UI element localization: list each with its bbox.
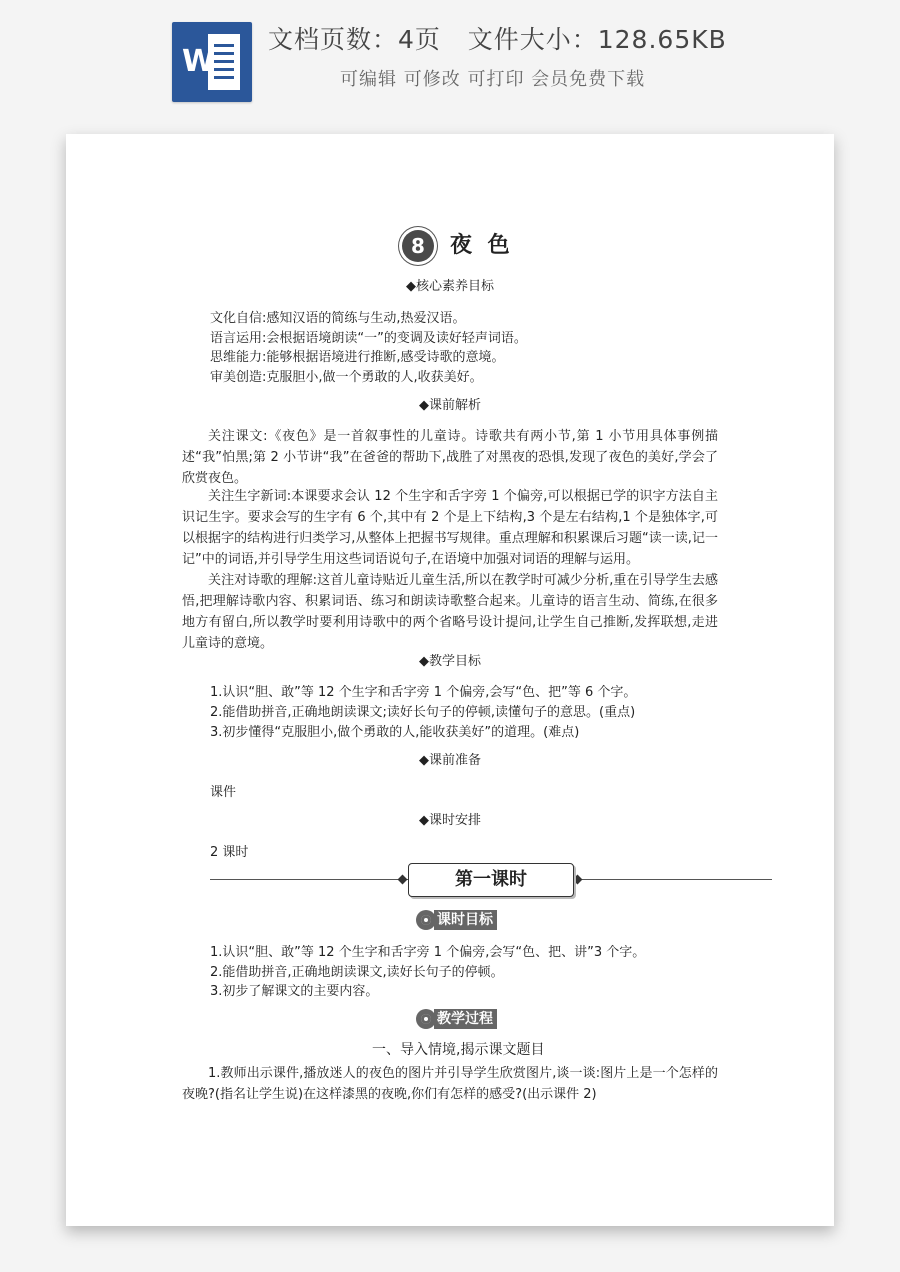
- lesson-number-badge: 8: [402, 230, 434, 262]
- section-heading-schedule: ◆课时安排: [419, 813, 481, 828]
- target-icon: [416, 1009, 436, 1029]
- tag-label: 课时目标: [434, 910, 497, 930]
- preparation-text: 课件: [210, 785, 237, 800]
- download-banner: [0, 0, 900, 120]
- teaching-goal-item: 1.认识“胆、敢”等 12 个生字和舌字旁 1 个偏旁,会写“色、把”等 6 个字。: [210, 685, 637, 700]
- teaching-goal-item: 3.初步懂得“克服胆小,做个勇敢的人,能收获美好”的道理。(难点): [210, 725, 580, 740]
- core-goal-item: 语言运用:会根据语境朗读“一”的变调及读好轻声词语。: [210, 331, 527, 346]
- section-heading-teaching-goals: ◆教学目标: [419, 654, 481, 669]
- divider-ornament: [573, 875, 583, 885]
- target-icon: [416, 910, 436, 930]
- word-icon-letter: W: [182, 44, 216, 79]
- analysis-paragraph: 关注课文:《夜色》是一首叙事性的儿童诗。诗歌共有两小节,第 1 小节用具体事例描述“我”怕黑;第 2 小节讲“我”在爸爸的帮助下,战胜了对黑夜的恐惧,发现了夜色的美好,学会了欣赏夜色。: [182, 429, 718, 486]
- lesson-title: 夜 色: [450, 233, 514, 258]
- lesson-goal-item: 1.认识“胆、敢”等 12 个生字和舌字旁 1 个偏旁,会写“色、把、讲”3 个字。: [210, 945, 646, 960]
- file-info: 文档页数：4页 文件大小：128.65KB: [268, 25, 727, 54]
- core-goal-item: 审美创造:克服胆小,做一个勇敢的人,收获美好。: [210, 370, 483, 385]
- analysis-paragraph: 关注生字新词:本课要求会认 12 个生字和舌字旁 1 个偏旁,可以根据已学的识字方法自主识记生字。要求会写的生字有 6 个,其中有 2 个是上下结构,3 个是左右结构,1 个是独体字,可以根据字的结构进行归类学习,从整体上把握书写规律。重点理解和积累课后习题“读一读,记一记”中的词语,并引导学生用这些词语说句子,在语境中加强对词语的理解与运用。: [182, 489, 718, 567]
- lesson-period-title: 第一课时: [408, 863, 574, 897]
- divider-right: [572, 879, 772, 880]
- teaching-goal-item: 2.能借助拼音,正确地朗读课文;读好长句子的停顿,读懂句子的意思。(重点): [210, 705, 636, 720]
- core-goal-item: 思维能力:能够根据语境进行推断,感受诗歌的意境。: [210, 350, 505, 365]
- tag-teaching-process: [416, 1009, 497, 1029]
- schedule-text: 2 课时: [210, 845, 249, 860]
- analysis-paragraph: 关注对诗歌的理解:这首儿童诗贴近儿童生活,所以在教学时可减少分析,重在引导学生去感悟,把理解诗歌内容、积累词语、练习和朗读诗歌整合起来。儿童诗的语言生动、简练,在很多地方有留白,所以教学时要利用诗歌中的两个省略号设计提问,让学生自己推断,发挥联想,走进儿童诗的意境。: [182, 573, 718, 651]
- section-heading-pre-analysis: ◆课前解析: [419, 398, 481, 413]
- word-icon: [172, 22, 252, 102]
- divider-left: [210, 879, 410, 880]
- lesson-goal-item: 2.能借助拼音,正确地朗读课文,读好长句子的停顿。: [210, 965, 504, 980]
- tag-label: 教学过程: [434, 1009, 497, 1029]
- step-paragraph: 1.教师出示课件,播放迷人的夜色的图片并引导学生欣赏图片,谈一谈:图片上是一个怎样的夜晚?(指名让学生说)在这样漆黑的夜晚,你们有怎样的感受?(出示课件 2): [182, 1066, 718, 1102]
- divider-ornament: [398, 875, 408, 885]
- lesson-goal-item: 3.初步了解课文的主要内容。: [210, 984, 379, 999]
- core-goal-item: 文化自信:感知汉语的简练与生动,热爱汉语。: [210, 311, 466, 326]
- document-page: [66, 134, 834, 1226]
- file-features: 可编辑 可修改 可打印 会员免费下载: [340, 69, 646, 90]
- tag-lesson-goals: [416, 910, 497, 930]
- section-heading-preparation: ◆课前准备: [419, 753, 481, 768]
- step-heading: 一、导入情境,揭示课文题目: [372, 1042, 545, 1058]
- section-heading-core-goals: ◆核心素养目标: [406, 279, 494, 294]
